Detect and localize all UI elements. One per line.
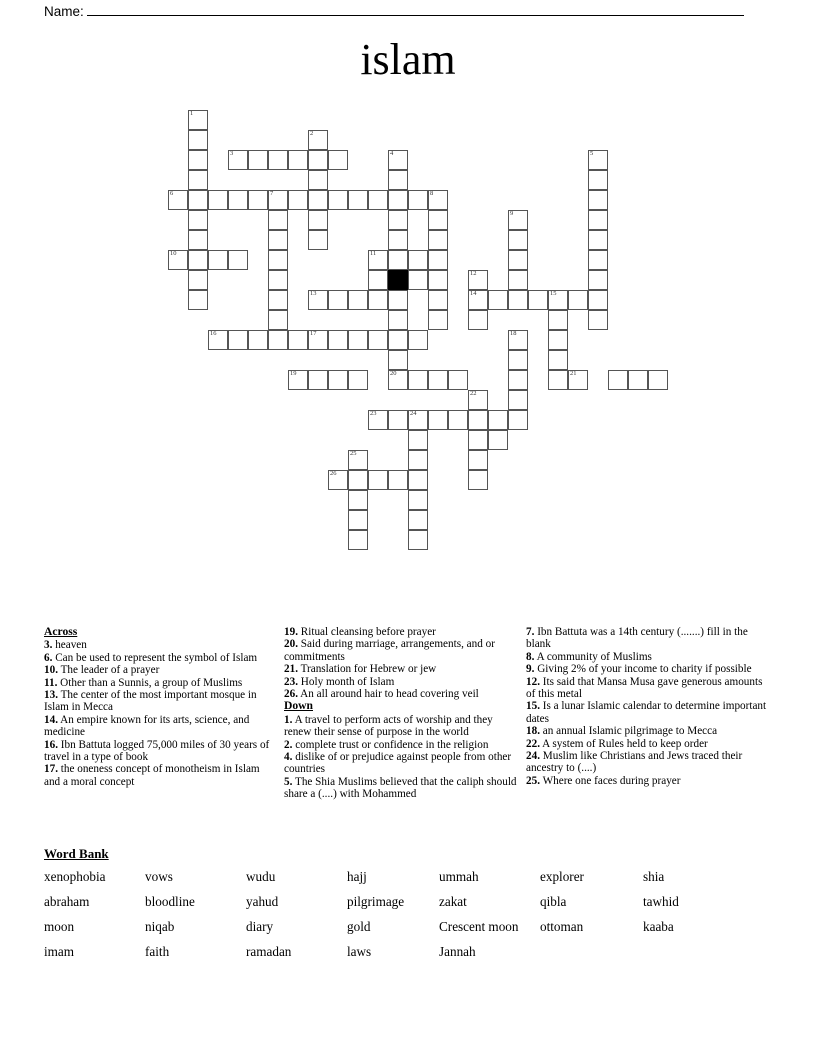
grid-cell[interactable] [468,450,488,470]
grid-cell-number: 9 [510,210,514,217]
grid-cell[interactable] [308,230,328,250]
grid-cell[interactable] [268,190,288,210]
word-bank-word: Jannah [439,944,476,959]
word-bank-word: bloodline [145,894,195,909]
grid-cell[interactable] [588,250,608,270]
word-bank-heading: Word Bank [44,846,109,861]
grid-cell[interactable] [428,410,448,430]
name-label: Name: [44,4,84,19]
grid-cell[interactable] [588,310,608,330]
clue-number: 15. [526,700,540,713]
grid-cell[interactable] [508,330,528,350]
grid-cell[interactable] [468,310,488,330]
grid-cell[interactable] [208,250,228,270]
grid-cell[interactable] [188,210,208,230]
grid-cell[interactable] [288,150,308,170]
grid-cell[interactable] [548,290,568,310]
clue-number: 12. [526,675,540,688]
clue-number: 1. [284,713,293,726]
grid-cell[interactable] [408,410,428,430]
grid-cell[interactable] [388,470,408,490]
grid-cell[interactable] [328,330,348,350]
grid-cell[interactable] [248,190,268,210]
grid-cell[interactable] [508,410,528,430]
grid-cell[interactable] [508,370,528,390]
grid-cell[interactable] [468,410,488,430]
grid-cell[interactable] [608,370,628,390]
grid-cell[interactable] [368,270,388,290]
word-bank-list [44,869,784,959]
grid-cell[interactable] [208,330,228,350]
grid-cell[interactable] [468,470,488,490]
clue-across-14: 14. An empire known for its arts, science, and medicine [44,713,250,739]
grid-cell[interactable] [388,350,408,370]
clue-down-5: 5. The Shia Muslims believed that the caliph should share a (....) with Mohammed [284,775,517,801]
grid-cell[interactable] [188,110,208,130]
grid-cell-number: 25 [350,450,357,457]
grid-cell[interactable] [348,470,368,490]
grid-cell[interactable] [588,270,608,290]
grid-cell[interactable] [428,190,448,210]
grid-cell[interactable] [468,430,488,450]
grid-cell-number: 4 [390,150,394,157]
grid-cell[interactable] [168,250,188,270]
grid-cell[interactable] [348,190,368,210]
grid-cell[interactable] [328,470,348,490]
clues-column-3 [526,626,774,787]
grid-cell[interactable] [268,270,288,290]
grid-cell-number: 7 [270,190,274,197]
clue-across-16: 16. Ibn Battuta logged 75,000 miles of 30 years of travel in a type of book [44,738,270,764]
grid-cell[interactable] [368,190,388,210]
grid-cell[interactable] [288,330,308,350]
clue-down-9: 9. Giving 2% of your income to charity if possible [526,663,752,676]
grid-cell[interactable] [308,370,328,390]
grid-cell[interactable] [428,230,448,250]
grid-cell[interactable] [268,310,288,330]
grid-cell[interactable] [268,330,288,350]
grid-cell[interactable] [368,290,388,310]
grid-cell[interactable] [588,190,608,210]
word-bank-word: yahud [246,894,279,909]
grid-cell[interactable] [228,150,248,170]
grid-cell-number: 2 [310,130,314,137]
clue-number: 8. [526,650,535,663]
grid-cell[interactable] [288,370,308,390]
grid-cell[interactable] [188,230,208,250]
grid-cell[interactable] [508,390,528,410]
grid-cell[interactable] [348,330,368,350]
clue-number: 13. [44,689,58,702]
grid-cell[interactable] [408,370,428,390]
grid-cell-number: 17 [310,330,317,337]
grid-cell-number: 6 [170,190,174,197]
grid-cell[interactable] [548,310,568,330]
grid-cell[interactable] [508,270,528,290]
clue-number: 14. [44,713,58,726]
grid-cell[interactable] [388,150,408,170]
word-bank-word: xenophobia [44,869,106,884]
grid-cell[interactable] [388,190,408,210]
grid-cell[interactable] [328,190,348,210]
grid-cell[interactable] [588,170,608,190]
grid-cell-number: 13 [310,290,317,297]
clue-number: 4. [284,751,293,764]
grid-cell[interactable] [228,190,248,210]
grid-cell[interactable] [508,230,528,250]
word-bank-word: imam [44,944,75,959]
grid-cell[interactable] [488,410,508,430]
clue-number: 21. [284,663,298,676]
grid-cell-number: 24 [410,410,417,417]
grid-cell[interactable] [188,290,208,310]
clue-number: 11. [44,676,58,689]
grid-cell[interactable] [308,190,328,210]
grid-cell-number: 20 [390,370,397,377]
grid-cell[interactable] [228,250,248,270]
word-bank-word: vows [145,869,173,884]
grid-cell[interactable] [388,250,408,270]
word-bank-word: diary [246,919,274,934]
grid-cell[interactable] [188,250,208,270]
clue-number: 26. [284,688,298,701]
word-bank-word: moon [44,919,75,934]
grid-cell[interactable] [428,270,448,290]
grid-cell[interactable] [348,290,368,310]
grid-cell[interactable] [448,370,468,390]
clue-number: 18. [526,725,540,738]
word-bank-word: explorer [540,869,584,884]
grid-cell[interactable] [408,450,428,470]
grid-cell[interactable] [388,170,408,190]
grid-cell[interactable] [588,210,608,230]
grid-cell[interactable] [448,410,468,430]
grid-cell-number: 11 [370,250,377,257]
grid-cell[interactable] [468,390,488,410]
clue-number: 17. [44,763,58,776]
grid-cell[interactable] [248,330,268,350]
clue-down-12: 12. Its said that Mansa Musa gave generous amounts of this metal [526,675,763,701]
grid-cell[interactable] [228,330,248,350]
clue-number: 3. [44,639,53,652]
grid-cell[interactable] [368,250,388,270]
word-bank-section [44,846,784,959]
grid-cell[interactable] [528,290,548,310]
grid-cell[interactable] [348,510,368,530]
grid-cell[interactable] [628,370,648,390]
grid-cell-number: 19 [290,370,297,377]
grid-cell[interactable] [388,310,408,330]
clue-down-25: 25. Where one faces during prayer [526,774,681,787]
grid-cell[interactable] [288,190,308,210]
clue-across-26: 26. An all around hair to head covering veil [284,688,479,701]
crossword-grid[interactable] [0,100,816,570]
word-bank-word: qibla [540,894,567,909]
grid-cell[interactable] [588,230,608,250]
grid-cell[interactable] [428,210,448,230]
grid-cell[interactable] [268,250,288,270]
grid-cell[interactable] [468,290,488,310]
grid-cell-number: 14 [470,290,477,297]
word-bank-word: pilgrimage [347,894,405,909]
grid-cell[interactable] [468,270,488,290]
grid-cell[interactable] [308,170,328,190]
clues-column-2 [284,626,526,801]
grid-cell-number: 21 [570,370,577,377]
clue-across-19: 19. Ritual cleansing before prayer [284,626,436,638]
name-write-line[interactable] [87,4,744,16]
clue-down-24: 24. Muslim like Christians and Jews traced their ancestry to (....) [526,750,743,775]
grid-cell[interactable] [428,250,448,270]
grid-cell[interactable] [508,250,528,270]
word-bank-word: wudu [246,869,276,884]
grid-cell[interactable] [428,310,448,330]
grid-cell[interactable] [368,470,388,490]
grid-cell[interactable] [188,190,208,210]
grid-cell[interactable] [208,190,228,210]
clue-number: 6. [44,651,53,664]
clue-number: 9. [526,663,535,676]
grid-cell[interactable] [348,490,368,510]
grid-cell[interactable] [188,270,208,290]
grid-cell[interactable] [388,370,408,390]
grid-cell[interactable] [408,190,428,210]
clue-number: 20. [284,638,298,651]
page-title: islam [360,35,456,84]
clue-down-1: 1. A travel to perform acts of worship and they renew their sense of purpose in the world [284,713,493,739]
grid-cell[interactable] [388,230,408,250]
clue-number: 10. [44,664,58,677]
word-bank-word: niqab [145,919,175,934]
word-bank-word: ramadan [246,944,292,959]
down-heading: Down [284,699,313,713]
word-bank-word: ottoman [540,919,584,934]
grid-cell[interactable] [408,270,428,290]
grid-cell[interactable] [428,370,448,390]
grid-cell[interactable] [268,230,288,250]
clue-down-2: 2. complete trust or confidence in the religion [284,738,489,751]
clue-number: 16. [44,738,58,751]
clue-down-4: 4. dislike of or prejudice against people from other countries [284,751,512,776]
clue-across-6: 6. Can be used to represent the symbol of Islam [44,651,258,664]
grid-cell[interactable] [328,290,348,310]
grid-cell[interactable] [348,530,368,550]
grid-cell[interactable] [168,190,188,210]
grid-cell[interactable] [568,290,588,310]
grid-cell[interactable] [428,290,448,310]
grid-cell-number: 5 [590,150,594,157]
clue-down-7: 7. Ibn Battuta was a 14th century (.......) fill in the blank [526,626,748,651]
grid-cell-number: 1 [190,110,194,117]
clue-down-15: 15. Is a lunar Islamic calendar to determine important dates [526,700,767,725]
clue-number: 5. [284,775,293,788]
grid-cell[interactable] [268,290,288,310]
grid-cell[interactable] [408,250,428,270]
grid-cell-number: 8 [430,190,434,197]
grid-cell[interactable] [488,290,508,310]
grid-cell[interactable] [308,290,328,310]
word-bank-word: kaaba [643,919,674,934]
clue-across-20: 20. Said during marriage, arrangements, and or commitments [284,638,495,663]
grid-cell[interactable] [328,150,348,170]
grid-cell[interactable] [408,470,428,490]
grid-cell-number: 23 [370,410,377,417]
clue-across-17: 17. the oneness concept of monotheism in Islam and a moral concept [44,763,260,788]
grid-cell[interactable] [408,510,428,530]
grid-cell[interactable] [648,370,668,390]
grid-cell-number: 26 [330,470,337,477]
clue-down-22: 22. A system of Rules held to keep order [526,737,708,750]
grid-cell[interactable] [568,370,588,390]
grid-cell-number: 12 [470,270,477,277]
grid-cell[interactable] [308,150,328,170]
grid-cell[interactable] [308,210,328,230]
grid-cell[interactable] [408,490,428,510]
clues-section [44,626,774,801]
clue-across-10: 10. The leader of a prayer [44,664,160,677]
grid-cell[interactable] [408,430,428,450]
grid-cell[interactable] [388,290,408,310]
clue-number: 25. [526,774,540,787]
grid-cell[interactable] [388,210,408,230]
grid-cell[interactable] [348,450,368,470]
grid-cell[interactable] [548,350,568,370]
grid-cell[interactable] [308,330,328,350]
grid-cell[interactable] [588,290,608,310]
word-bank-word: laws [347,944,372,959]
grid-cell[interactable] [328,370,348,390]
clue-number: 19. [284,626,298,638]
grid-cell-number: 16 [210,330,217,337]
grid-cell[interactable] [368,330,388,350]
grid-cell-number: 22 [470,390,477,397]
grid-cell[interactable] [508,350,528,370]
clue-down-18: 18. an annual Islamic pilgrimage to Mecca [526,725,718,738]
word-bank-word: hajj [347,869,367,884]
clue-across-11: 11. Other than a Sunnis, a group of Muslims [44,676,243,689]
grid-cell[interactable] [188,130,208,150]
word-bank-word: gold [347,919,371,934]
grid-cell[interactable] [188,150,208,170]
grid-cell[interactable] [268,210,288,230]
word-bank-word: zakat [439,894,467,909]
word-bank-word: tawhid [643,894,679,909]
grid-cell[interactable] [268,150,288,170]
grid-cell[interactable] [388,330,408,350]
clue-across-13: 13. The center of the most important mosque in Islam in Mecca [44,689,257,714]
grid-cell[interactable] [548,370,568,390]
grid-cell[interactable] [368,410,388,430]
grid-cell[interactable] [408,530,428,550]
grid-block-cell [388,270,408,290]
grid-cell[interactable] [308,130,328,150]
clue-number: 22. [526,737,540,750]
word-bank-word: shia [643,869,665,884]
clue-across-3: 3. heaven [44,639,87,652]
word-bank-word: abraham [44,894,90,909]
grid-cell[interactable] [348,370,368,390]
grid-cell[interactable] [188,170,208,190]
grid-cell[interactable] [488,430,508,450]
grid-cell[interactable] [548,330,568,350]
clue-across-21: 21. Translation for Hebrew or jew [284,663,437,676]
grid-cell[interactable] [408,330,428,350]
clue-down-8: 8. A community of Muslims [526,650,652,663]
grid-cell[interactable] [248,150,268,170]
grid-cell-number: 18 [510,330,517,337]
grid-cell[interactable] [388,410,408,430]
clue-number: 2. [284,738,293,751]
grid-cell-number: 15 [550,290,557,297]
clue-number: 24. [526,750,540,763]
clues-column-1 [44,626,284,788]
word-bank-word: ummah [439,869,479,884]
word-bank-word: faith [145,944,170,959]
across-heading: Across [44,625,78,638]
clue-number: 23. [284,675,298,688]
grid-cell-number: 3 [230,150,234,157]
grid-cell[interactable] [508,210,528,230]
grid-cell[interactable] [588,150,608,170]
grid-cell[interactable] [508,290,528,310]
clue-number: 7. [526,626,535,638]
grid-cell-number: 10 [170,250,177,257]
clue-across-23: 23. Holy month of Islam [284,675,395,688]
word-bank-word: Crescent moon [439,919,519,934]
name-line [44,4,744,19]
